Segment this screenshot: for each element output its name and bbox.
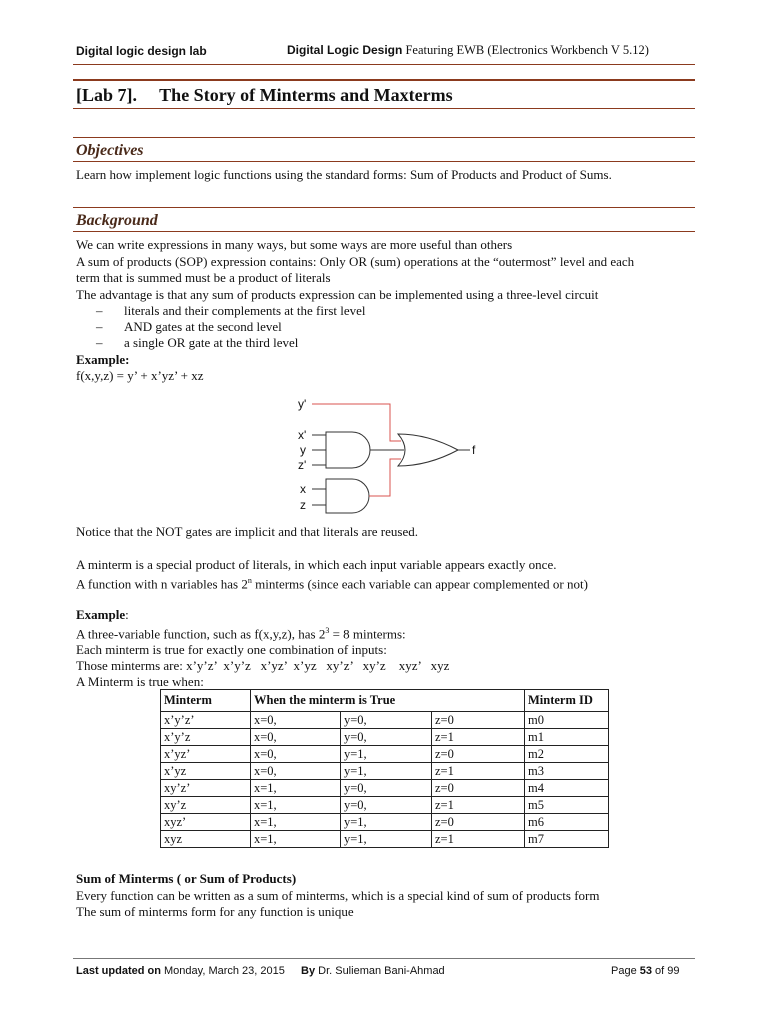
footer-by-label: By — [301, 965, 316, 977]
footer-rule — [73, 958, 695, 959]
background-p4: The advantage is that any sum of products expression can be implemented using a three-level circuit — [76, 287, 599, 302]
cell-minterm: x’yz’ — [161, 746, 251, 763]
example2-line2: Each minterm is true for exactly one combination of inputs: — [76, 642, 387, 658]
example2-line1b: = 8 minterms: — [329, 626, 406, 642]
som-heading: Sum of Minterms ( or Sum of Products) — [76, 871, 297, 886]
cell-y: y=1, — [341, 831, 432, 848]
cell-x: x=1, — [251, 814, 341, 831]
background-p3: term that is summed must be a product of literals — [76, 270, 331, 285]
wire-and2-to-or — [369, 459, 401, 496]
bullet-mark: – — [96, 303, 103, 318]
cell-x: x=1, — [251, 797, 341, 814]
background-p1: We can write expressions in many ways, but some ways are more useful than others — [76, 237, 513, 252]
cell-minterm: xy’z’ — [161, 780, 251, 797]
cell-id: m0 — [525, 712, 609, 729]
table-row — [161, 729, 609, 746]
background-rule-bottom — [73, 231, 695, 232]
footer-page-of: of 99 — [652, 965, 680, 977]
minterm-count-sup: n — [247, 576, 252, 585]
output-label-f: f — [472, 443, 476, 457]
cell-y: y=0, — [341, 712, 432, 729]
objectives-text: Learn how implement logic functions using the standard forms: Sum of Products and Product of Sums. — [76, 167, 612, 182]
input-label-z: z — [300, 498, 306, 512]
cell-id: m3 — [525, 763, 609, 780]
cell-x: x=1, — [251, 780, 341, 797]
cell-id: m5 — [525, 797, 609, 814]
cell-z: z=0 — [432, 712, 525, 729]
objectives-rule-top — [73, 137, 695, 138]
minterm-count-a: A function with n variables has 2 — [76, 576, 248, 592]
table-row — [161, 746, 609, 763]
bullet-mark: – — [96, 335, 103, 350]
footer-page — [611, 965, 680, 977]
cell-y: y=1, — [341, 746, 432, 763]
note-not-gates: Notice that the NOT gates are implicit and that literals are reused. — [76, 524, 418, 539]
som-line2: The sum of minterms form for any function is unique — [76, 904, 354, 919]
or-gate — [398, 434, 458, 466]
minterm-count-b: minterms (since each variable can appear complemented or not) — [251, 576, 588, 592]
footer-page-label: Page — [611, 965, 640, 977]
title-rule-top — [73, 79, 695, 81]
header-right — [287, 43, 649, 58]
objectives-heading: Objectives — [76, 142, 144, 159]
minterm-definition: A minterm is a special product of literals, in which each input variable appears exactly once. — [76, 557, 557, 572]
example2-line1a: A three-variable function, such as f(x,y,z), has 2 — [76, 626, 326, 642]
bullet-text: AND gates at the second level — [124, 319, 282, 334]
cell-z: z=0 — [432, 814, 525, 831]
cell-z: z=0 — [432, 780, 525, 797]
cell-minterm: xyz — [161, 831, 251, 848]
header-minterm-id: Minterm ID — [525, 690, 609, 712]
input-label-z-prime: z' — [298, 458, 307, 472]
header-minterm: Minterm — [161, 690, 251, 712]
cell-y: y=0, — [341, 729, 432, 746]
cell-x: x=0, — [251, 746, 341, 763]
table-row — [161, 797, 609, 814]
cell-y: y=0, — [341, 797, 432, 814]
cell-minterm: x’y’z’ — [161, 712, 251, 729]
header-when-true: When the minterm is True — [251, 690, 525, 712]
cell-z: z=1 — [432, 729, 525, 746]
background-rule-top — [73, 207, 695, 208]
som-line1: Every function can be written as a sum of minterms, which is a special kind of sum of products form — [76, 888, 600, 903]
objectives-rule-bottom — [73, 161, 695, 162]
table-row — [161, 831, 609, 848]
footer-page-num: 53 — [639, 965, 652, 977]
cell-y: y=1, — [341, 814, 432, 831]
bullet-text: a single OR gate at the third level — [124, 335, 299, 350]
cell-y: y=0, — [341, 780, 432, 797]
background-heading: Background — [76, 212, 158, 229]
cell-minterm: xyz’ — [161, 814, 251, 831]
example2-line1 — [76, 623, 696, 642]
input-label-y: y — [300, 443, 306, 457]
and-gate-2 — [326, 479, 369, 513]
cell-minterm: x’yz — [161, 763, 251, 780]
header-left: Digital logic design lab — [76, 44, 207, 58]
header-right-rest: Featuring EWB (Electronics Workbench V 5.12) — [402, 43, 649, 57]
cell-z: z=1 — [432, 763, 525, 780]
footer-date: Monday, March 23, 2015 — [160, 965, 285, 977]
footer-updated-label: Last updated on — [76, 965, 161, 977]
example2-colon: : — [125, 607, 129, 622]
example2-label-line — [76, 607, 696, 623]
cell-x: x=0, — [251, 729, 341, 746]
cell-minterm: xy’z — [161, 797, 251, 814]
footer-author: Dr. Sulieman Bani-Ahmad — [315, 965, 445, 977]
example2-line3: Those minterms are: x’y’z’ x’y’z x’yz’ x’yz xy’z’ xy’z xyz’ xyz — [76, 658, 450, 674]
and-gate-1 — [326, 432, 370, 468]
footer-left — [76, 965, 445, 977]
cell-id: m6 — [525, 814, 609, 831]
bullet-item — [76, 303, 696, 319]
bullet-mark: – — [96, 319, 103, 334]
table-header-row — [161, 690, 609, 712]
table-row — [161, 763, 609, 780]
minterm-table — [160, 689, 609, 848]
bullet-text: literals and their complements at the first level — [124, 303, 366, 318]
header-rule — [73, 64, 695, 65]
bullet-item — [76, 319, 696, 335]
cell-y: y=1, — [341, 763, 432, 780]
minterm-count — [76, 573, 588, 592]
sop-circuit-diagram — [290, 392, 490, 514]
cell-x: x=1, — [251, 831, 341, 848]
cell-z: z=1 — [432, 797, 525, 814]
background-p2: A sum of products (SOP) expression contains: Only OR (sum) operations at the “outermost” level and each — [76, 254, 635, 269]
cell-x: x=0, — [251, 763, 341, 780]
cell-id: m1 — [525, 729, 609, 746]
table-row — [161, 780, 609, 797]
page-title: [Lab 7]. The Story of Minterms and Maxterms — [76, 85, 453, 105]
input-label-y-prime: y' — [298, 397, 307, 411]
cell-z: z=1 — [432, 831, 525, 848]
cell-id: m7 — [525, 831, 609, 848]
input-label-x-prime: x' — [298, 428, 307, 442]
table-row — [161, 712, 609, 729]
example2-line1-sup: 3 — [325, 626, 330, 635]
cell-x: x=0, — [251, 712, 341, 729]
cell-minterm: x’y’z — [161, 729, 251, 746]
cell-id: m4 — [525, 780, 609, 797]
header-right-bold: Digital Logic Design — [287, 43, 403, 57]
table-row — [161, 814, 609, 831]
bullet-item — [76, 335, 696, 351]
som-block — [76, 871, 696, 920]
input-label-x: x — [300, 482, 306, 496]
example-label: Example: — [76, 352, 130, 367]
function-expression: f(x,y,z) = y’ + x’yz’ + xz — [76, 368, 204, 383]
example2-line4: A Minterm is true when: — [76, 674, 204, 690]
example2-label: Example — [76, 607, 126, 622]
cell-z: z=0 — [432, 746, 525, 763]
example2-block — [76, 607, 696, 690]
title-rule-bottom — [73, 108, 695, 109]
cell-id: m2 — [525, 746, 609, 763]
background-body — [76, 237, 696, 384]
